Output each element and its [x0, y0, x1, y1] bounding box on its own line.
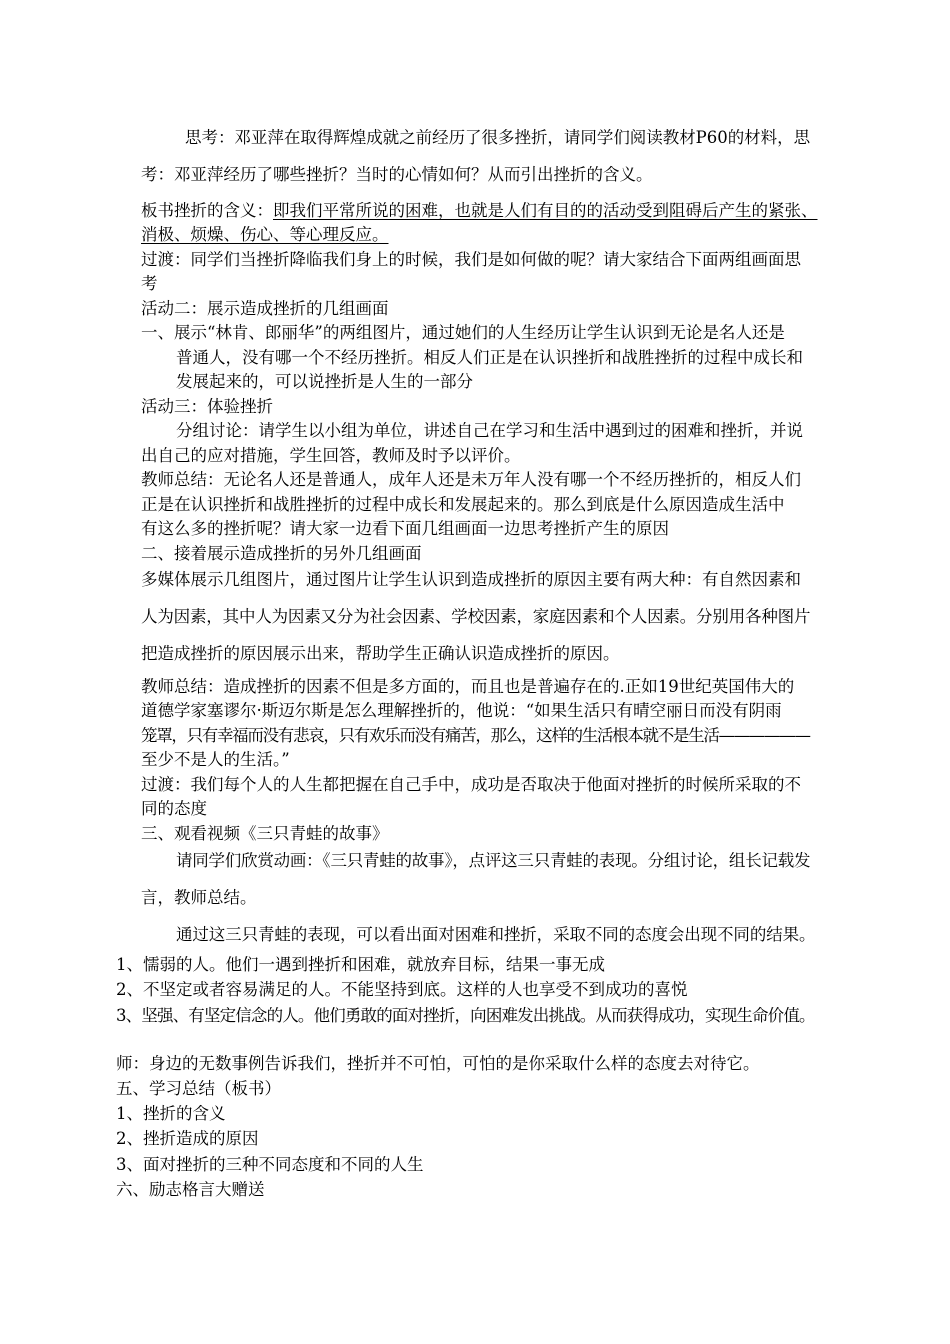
list-item: 1、挫折的含义 — [116, 1104, 226, 1123]
section-heading: 六、励志格言大赠送 — [116, 1180, 265, 1199]
paragraph-line: 人为因素，其中人为因素又分为社会因素、学校因素，家庭因素和个人因素。分别用各种图片 — [141, 607, 811, 626]
paragraph-line: 分组讨论：请学生以小组为单位，讲述自己在学习和生活中遇到过的困难和挫折，并说 — [176, 421, 803, 440]
section-heading: 二、接着展示造成挫折的另外几组画面 — [141, 544, 422, 563]
paragraph-line: 正是在认识挫折和战胜挫折的过程中成长和发展起来的。那么到底是什么原因造成生活中 — [141, 495, 785, 514]
paragraph-line: 同的态度 — [141, 799, 207, 818]
section-heading: 五、学习总结（板书） — [116, 1079, 281, 1098]
paragraph-line: 考 — [141, 274, 158, 293]
paragraph-line: 过渡：我们每个人的人生都把握在自己手中，成功是否取决于他面对挫折的时候所采取的不 — [141, 775, 801, 794]
paragraph-line: 把造成挫折的原因展示出来，帮助学生正确认识造成挫折的原因。 — [141, 644, 620, 663]
paragraph-line: 有这么多的挫折呢？请大家一边看下面几组画面一边思考挫折产生的原因 — [141, 519, 669, 538]
paragraph-line: 多媒体展示几组图片，通过图片让学生认识到造成挫折的原因主要有两大种：有自然因素和 — [141, 570, 801, 589]
paragraph-line: 笼罩，只有幸福而没有悲哀，只有欢乐而没有痛苦，那么，这样的生活根本就不是生活—————— — [141, 726, 810, 745]
paragraph-line: 言，教师总结。 — [141, 888, 257, 907]
definition-text-continued: 消极、烦燥、伤心、等心理反应。 — [141, 225, 389, 244]
paragraph-line: 至少不是人的生活。” — [141, 750, 290, 769]
list-item: 2、挫折造成的原因 — [116, 1129, 259, 1148]
paragraph-line: 道德学家塞谬尔·斯迈尔斯是怎么理解挫折的，他说：“如果生活只有晴空丽日而没有阴雨 — [141, 701, 782, 720]
section-heading: 三、观看视频《三只青蛙的故事》 — [141, 824, 389, 843]
paragraph-line: 教师总结：无论名人还是普通人，成年人还是未万年人没有哪一个不经历挫折的，相反人们 — [141, 470, 801, 489]
paragraph-line: 请同学们欣赏动画：《三只青蛙的故事》，点评这三只青蛙的表现。分组讨论，组长记载发 — [176, 851, 811, 870]
paragraph-line: 一、展示“林肯、郎丽华”的两组图片，通过她们的人生经历让学生认识到无论是名人还是 — [141, 323, 785, 342]
paragraph-line: 师：身边的无数事例告诉我们，挫折并不可怕，可怕的是你采取什么样的态度去对待它。 — [116, 1054, 760, 1073]
paragraph-line: 普通人，没有哪一个不经历挫折。相反人们正是在认识挫折和战胜挫折的过程中成长和 — [176, 348, 803, 367]
paragraph-line: 教师总结：造成挫折的因素不但是多方面的，而且也是普遍存在的.正如19世纪英国伟大的 — [141, 677, 795, 696]
paragraph-line: 发展起来的，可以说挫折是人生的一部分 — [176, 372, 473, 391]
section-heading: 活动二：展示造成挫折的几组画面 — [141, 299, 389, 318]
list-item: 3、面对挫折的三种不同态度和不同的人生 — [116, 1155, 424, 1174]
section-heading: 活动三：体验挫折 — [141, 397, 273, 416]
list-item: 1、懦弱的人。他们一遇到挫折和困难，就放弃目标，结果一事无成 — [116, 955, 605, 974]
paragraph-line: 考：邓亚萍经历了哪些挫折？当时的心情如何？从而引出挫折的含义。 — [141, 165, 653, 184]
list-item: 3、坚强、有坚定信念的人。他们勇敢的面对挫折，向困难发出挑战。从而获得成功，实现生命价值。 — [116, 1006, 815, 1025]
paragraph-line: 出自己的应对措施，学生回答，教师及时予以评价。 — [141, 446, 521, 465]
definition-text: 即我们平常所说的困难，也就是人们有目的的活动受到阻碍后产生的紧张、 — [273, 201, 818, 220]
list-item: 2、不坚定或者容易满足的人。不能坚持到底。这样的人也享受不到成功的喜悦 — [116, 980, 688, 999]
definition-label: 板书挫折的含义： — [141, 201, 273, 220]
paragraph-line: 过渡：同学们当挫折降临我们身上的时候，我们是如何做的呢？请大家结合下面两组画面思 — [141, 250, 801, 269]
paragraph-line: 通过这三只青蛙的表现，可以看出面对困难和挫折，采取不同的态度会出现不同的结果。 — [176, 925, 816, 944]
paragraph-line: 思考：邓亚萍在取得辉煌成就之前经历了很多挫折，请同学们阅读教材P60的材料，思 — [185, 128, 811, 147]
definition-line — [141, 200, 821, 222]
